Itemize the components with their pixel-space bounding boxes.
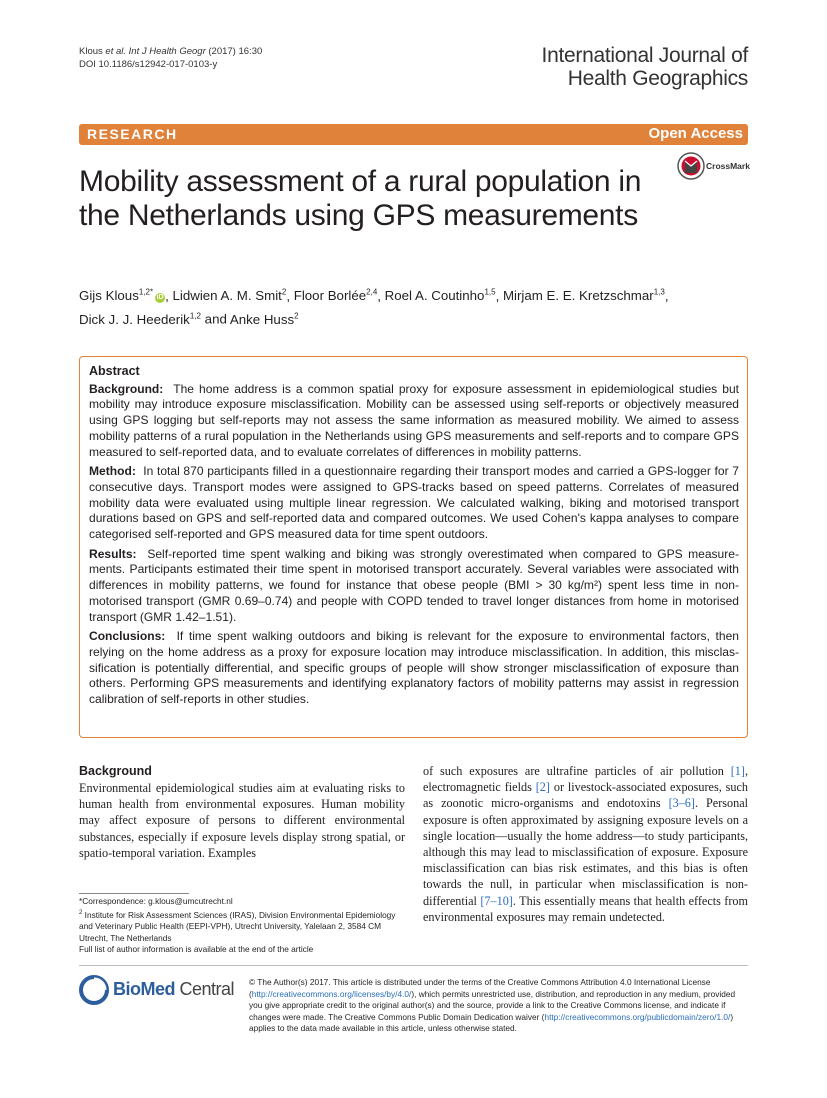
article-type-label: RESEARCH: [87, 126, 178, 142]
abstract-conclusions: Conclusions: If time spent walking outdoors and biking is relevant for the exposure to environmental factors, then relying on the home address as a proxy for exposure location may introduce misclassification. In addition, this misclassification is potentially differential, and specific groups of people will show stronger misclassification of exposure than others. Performing GPS measurements and identifying explanatory factors of mobility patterns may assist in regression calibration of self-reports in other studies.: [89, 629, 739, 707]
author[interactable]: Floor Borlée$^{2,4}$: [293, 288, 378, 304]
public-domain-link[interactable]: http://creativecommons.org/publicdomain/zero/1.0/: [544, 1011, 731, 1022]
author[interactable]: Gijs Klous$^{1,2*}$: [79, 288, 154, 304]
citation-link[interactable]: [2]: [535, 780, 550, 795]
abstract-heading: Abstract: [89, 364, 140, 378]
author-info-note: Full list of author information is available at the end of the article: [79, 944, 314, 955]
body-column-left: [79, 763, 405, 861]
orcid-icon[interactable]: iD: [156, 294, 164, 302]
citation-volume: (2017) 16:30: [205, 46, 263, 57]
author[interactable]: Roel A. Coutinho$^{1,5}$: [384, 288, 496, 304]
license-divider: [79, 965, 748, 966]
biomed-central-icon: [79, 975, 109, 1005]
author[interactable]: Mirjam E. E. Kretzschmar$^{1,3}$: [502, 288, 665, 304]
author[interactable]: Dick J. J. Heederik$^{1,2}$: [79, 311, 201, 327]
journal-name: [542, 44, 748, 90]
footnotes: [79, 896, 409, 956]
journal-name-line1: International Journal of: [541, 44, 748, 67]
citation-link[interactable]: [7–10]: [480, 893, 513, 908]
citation-header: [79, 45, 262, 71]
doi[interactable]: DOI 10.1186/s12942-017-0103-y: [79, 59, 218, 70]
citation-link[interactable]: [3–6]: [668, 796, 695, 811]
license-text: © The Author(s) 2017. This article is distributed under the terms of the Creative Commons Attribution 4.0 International License (http://creativecommons.org/licenses/by/4.0/), which permits unrestricted use, distribution, and reproduction in any medium, provided you give appropriate credit to the original author(s) and the source, provide a link to the Creative Commons license, and indicate if changes were made. The Creative Commons Public Domain Dedication waiver (http://creativecommons.org/publicdomain/zero/1.0/) applies to the data made available in this article, unless otherwise stated.: [249, 977, 736, 1033]
crossmark-label: CrossMark: [706, 161, 750, 171]
affiliation-note: $^2$ Institute for Risk Assessment Sciences (IRAS), Division Environmental Epidemiology and Veterinary Public Health (EEPI-VPH), Utrecht University, Yalelaan 2, 3584 CM Utrecht, The Netherlands: [79, 909, 396, 943]
abstract-results: Results: Self-reported time spent walking and biking was strongly overestimated when compared to GPS measurements. Participants estimated their time spent in motorised transport accurately. Several variables were associated with differences in mobility patterns, we found for instance that obese people (BMI > 30 kg/m²) spent less time in non-motorised transport (GMR 0.69–0.74) and people with COPD tended to travel longer distances from home in motorised transport (GMR 1.42–1.51).: [89, 546, 739, 624]
correspondence-note[interactable]: *Correspondence: g.klous@umcutrecht.nl: [79, 896, 233, 906]
author[interactable]: Anke Huss$^2$: [229, 311, 299, 327]
abstract-method: Method: In total 870 participants filled in a questionnaire regarding their transport modes and carried a GPS-logger for 7 consecutive days. Transport modes were assigned to GPS-tracks based on speed patterns. Correlates of measured mobility data were evaluated using multiple linear regression. We calculated walking, biking and motorised transport durations based on GPS and self-reported data and compared outcomes. We used Cohen's kappa analyses to compare categorised self-reported and GPS measured data for time spent outdoors.: [89, 464, 739, 542]
abstract-background: Background: The home address is a common spatial proxy for exposure assessment in epidemiological studies but mobility may introduce exposure misclassification. Mobility can be assessed using self-reports or objectively measured using GPS logging but self-reports may not assess the same information as measured mobility. We aimed to assess mobility patterns of a rural population in the Netherlands using GPS measurements and self-reports and to compare GPS measured to self-reported data, and to evaluate correlates of differences in mobility patterns.: [89, 381, 739, 459]
biomed-central-wordmark: BioMed Central: [113, 979, 235, 999]
author[interactable]: Lidwien A. M. Smit$^2$: [172, 288, 287, 304]
abstract-box: [79, 356, 748, 738]
open-access-label[interactable]: Open Access: [648, 125, 743, 142]
journal-name-line2: Health Geographics: [567, 67, 748, 90]
biomed-central-logo[interactable]: [79, 975, 239, 1007]
authors-conjunction: and: [204, 311, 227, 327]
citation-link[interactable]: [1]: [730, 764, 745, 778]
body-paragraph: Environmental epidemiological studies aim at evaluating risks to human health from environmental exposures. Human mobility may affect exposure of persons to different environmental substances, especially if exposure levels display strong spatial, or spatio-temporal variation. Examples: [79, 781, 405, 860]
crossmark-icon: [677, 152, 705, 180]
article-type-banner: [79, 124, 748, 145]
crossmark-badge[interactable]: [677, 152, 749, 180]
author-list: Gijs Klous$^{1,2*}$iD , Lidwien A. M. Smit$^2$, Floor Borlée$^{2,4}$, Roel A. Coutinho$^{1,5}$, Mirjam E. E. Kretzschmar$^{1,3}$, Dick J. J. Heederik$^{1,2}$ and Anke Huss$^2$: [79, 288, 669, 327]
citation-journal: et al. Int J Health Geogr: [105, 46, 206, 57]
footnote-divider: [79, 893, 189, 894]
citation-authors: Klous: [79, 46, 106, 57]
body-column-right: of such exposures are ultrafine particles of air pollution [1], electromagnetic fields [2] or livestock-associated exposures, such as zoonotic micro-organisms and endotoxins [3–6]. Personal exposure is often approximated by assigning exposure levels on a single location—usually the home address—to study participants, although this may lead to misclassification of exposure. Exposure misclassification can bias risk estimates, and this bias is often towards the null, in particular when misclassification is non-differential [7–10]. This essentially means that health effects from environmental exposures may remain undetected.: [423, 764, 748, 924]
license-link[interactable]: http://creativecommons.org/licenses/by/4.0/: [251, 988, 412, 999]
section-heading-background: Background: [79, 764, 152, 778]
article-title: Mobility assessment of a rural population in the Netherlands using GPS measurements: [79, 165, 642, 232]
